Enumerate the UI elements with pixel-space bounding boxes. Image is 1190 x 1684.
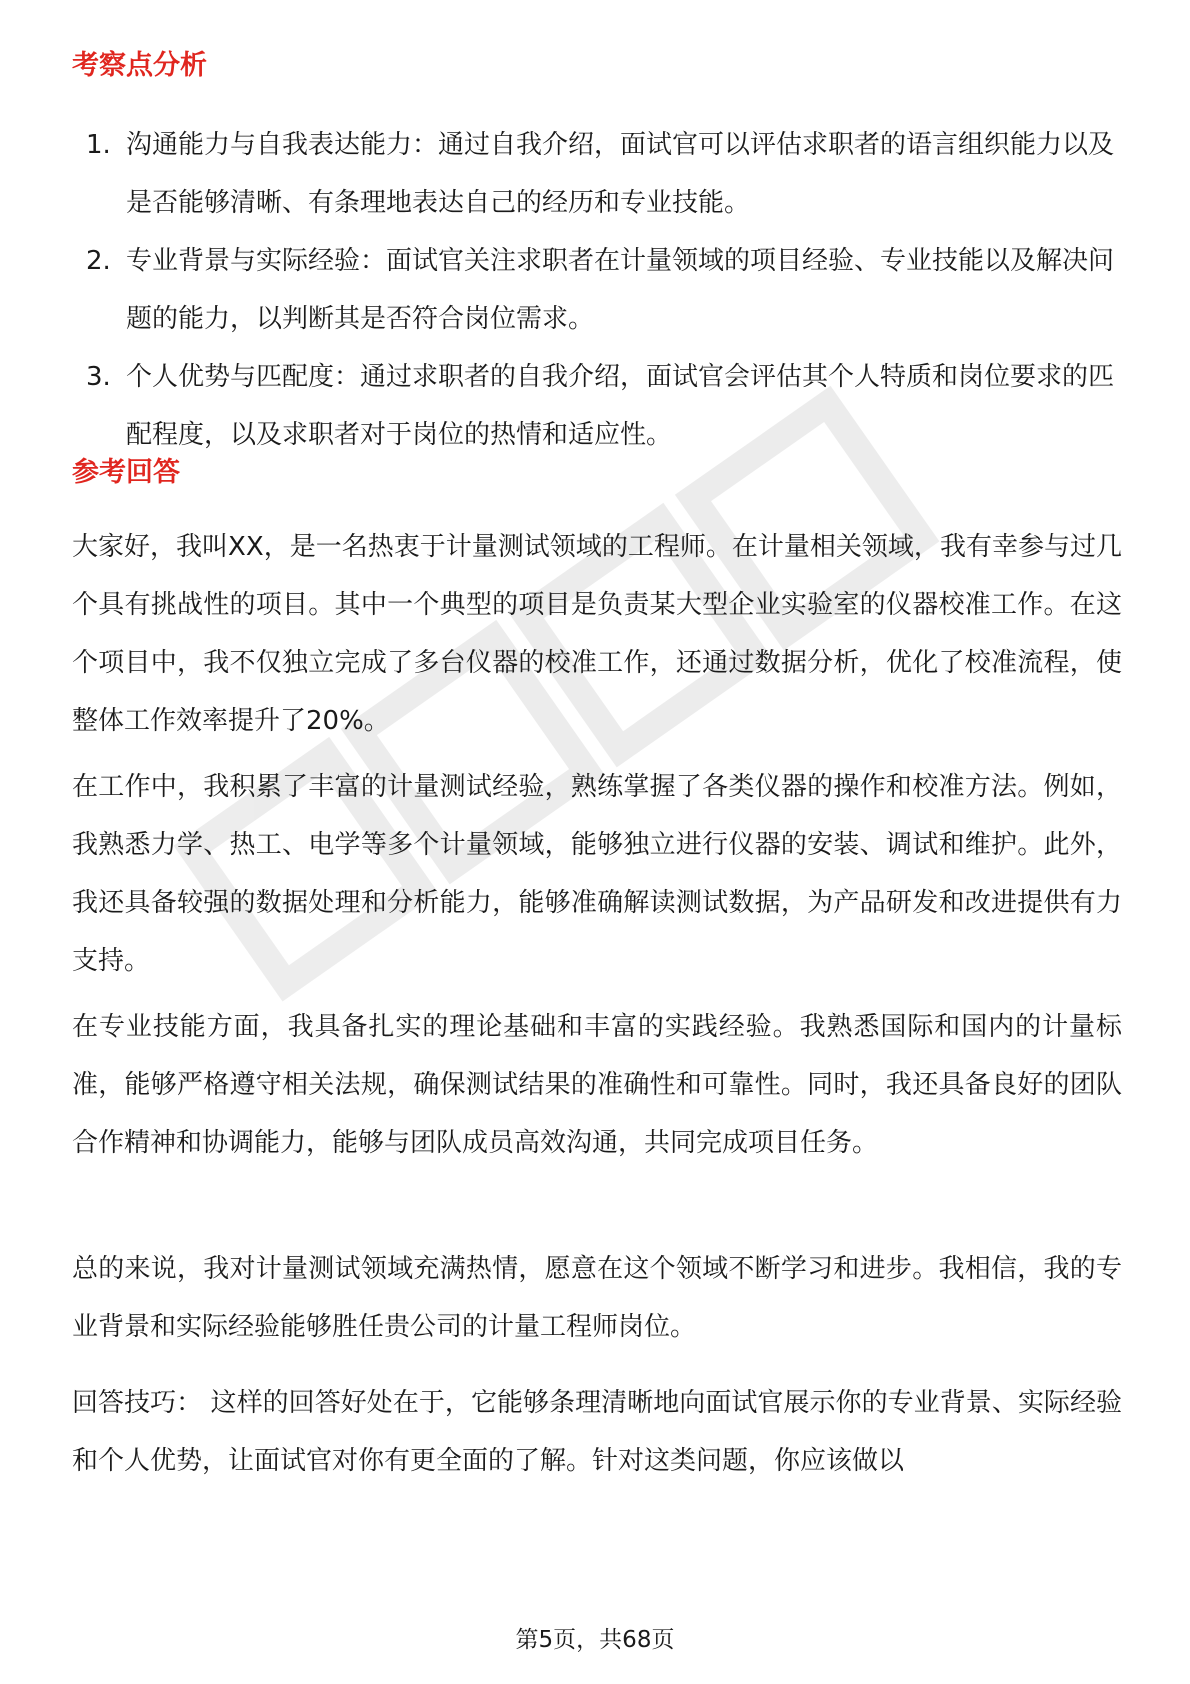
analysis-list [72,116,1122,464]
list-number: 3. [86,362,111,392]
page-number: 第5页，共68页 [515,1627,675,1653]
analysis-item-text: 专业背景与实际经验：面试官关注求职者在计量领域的项目经验、专业技能以及解决问题的能力，以判断其是否符合岗位需求。 [126,246,1115,334]
answer-heading: 参考回答 [72,457,180,488]
analysis-item-text: 沟通能力与自我表达能力：通过自我介绍，面试官可以评估求职者的语言组织能力以及是否能够清晰、有条理地表达自己的经历和专业技能。 [126,130,1115,218]
analysis-heading: 考察点分析 [72,50,207,81]
analysis-item [72,116,1122,232]
answer-paragraph: 总的来说，我对计量测试领域充满热情，愿意在这个领域不断学习和进步。我相信，我的专业背景和实际经验能够胜任贵公司的计量工程师岗位。 [72,1254,1122,1342]
analysis-item [72,348,1122,464]
answer-paragraph: 在工作中，我积累了丰富的计量测试经验，熟练掌握了各类仪器的操作和校准方法。例如，我熟悉力学、热工、电学等多个计量领域，能够独立进行仪器的安装、调试和维护。此外，我还具备较强的数据处理和分析能力，能够准确解读测试数据，为产品研发和改进提供有力支持。 [72,772,1122,976]
answer-paragraph: 在专业技能方面，我具备扎实的理论基础和丰富的实践经验。我熟悉国际和国内的计量标准，能够严格遵守相关法规，确保测试结果的准确性和可靠性。同时，我还具备良好的团队合作精神和协调能力，能够与团队成员高效沟通，共同完成项目任务。 [72,1012,1122,1158]
analysis-item [72,232,1122,348]
answer-paragraph: 大家好，我叫XX，是一名热衷于计量测试领域的工程师。在计量相关领域，我有幸参与过几个具有挑战性的项目。其中一个典型的项目是负责某大型企业实验室的仪器校准工作。在这个项目中，我不仅独立完成了多台仪器的校准工作，还通过数据分析，优化了校准流程，使整体工作效率提升了20%。 [72,532,1122,736]
list-number: 2. [86,246,111,276]
answer-tips-paragraph: 回答技巧： 这样的回答好处在于，它能够条理清晰地向面试官展示你的专业背景、实际经验和个人优势，让面试官对你有更全面的了解。针对这类问题，你应该做以 [72,1388,1122,1476]
list-number: 1. [86,130,111,160]
analysis-item-text: 个人优势与匹配度：通过求职者的自我介绍，面试官会评估其个人特质和岗位要求的匹配程度，以及求职者对于岗位的热情和适应性。 [126,362,1115,450]
